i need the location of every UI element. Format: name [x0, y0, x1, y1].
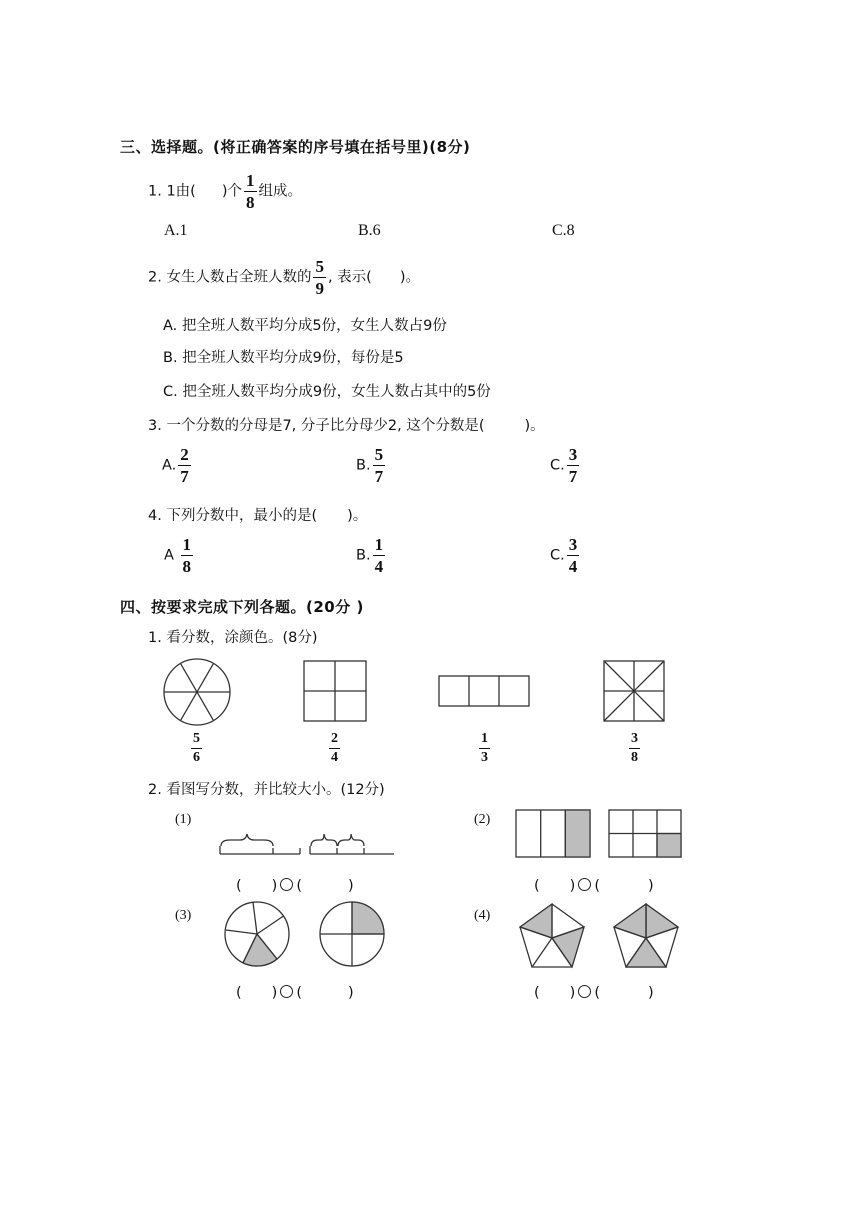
q2-pre: 2. 女生人数占全班人数的	[148, 269, 312, 286]
q3-text: 3. 一个分数的分母是7, 分子比分母少2, 这个分数是(	[148, 418, 485, 434]
compare-row-4[interactable]: ( ) ( )	[534, 985, 654, 1001]
q2-post: , 表示(	[327, 269, 372, 286]
sub-label-3: (3)	[175, 908, 192, 923]
q2-option-a[interactable]: A. 把全班人数平均分成5份，女生人数占9份	[163, 318, 447, 334]
color-fraction-4: $\frac{3}{8}$	[631, 731, 638, 765]
compare-row-1[interactable]: ( ) ( )	[236, 878, 354, 894]
compare-circle-icon[interactable]	[578, 985, 591, 998]
s4-question-2: 2. 看图写分数，并比较大小。(12分)	[148, 782, 385, 798]
q4-option-a[interactable]: A $\frac{1}{8}$	[164, 535, 192, 576]
q3-option-a[interactable]: A. $\frac{2}{7}$	[162, 445, 189, 486]
compare-row-2[interactable]: ( ) ( )	[534, 878, 654, 894]
s4-question-1: 1. 看分数，涂颜色。(8分)	[148, 630, 318, 646]
q2-fraction: $\frac{5}{9}$	[315, 257, 324, 298]
q4-option-b[interactable]: B. $\frac{1}{4}$	[356, 535, 384, 576]
q2-end: )。	[399, 269, 421, 286]
q1-post: 组成。	[258, 183, 302, 200]
q2-option-c[interactable]: C. 把全班人数平均分成9份，女生人数占其中的5份	[163, 384, 491, 400]
section4-title: 四、按要求完成下列各题。(20分 )	[120, 598, 364, 616]
rect-sixths-shaded	[609, 810, 681, 857]
q2-option-b[interactable]: B. 把全班人数平均分成9份，每份是5	[163, 350, 404, 366]
q3-end: )。	[524, 418, 545, 434]
rect-thirds-shaded	[516, 810, 590, 857]
q1-option-c[interactable]: C.8	[552, 222, 575, 239]
segment-figure-right	[310, 834, 394, 854]
q3-option-c[interactable]: C. $\frac{3}{7}$	[550, 445, 578, 486]
sub-label-2: (2)	[474, 812, 491, 827]
circle-quarters-shaded	[320, 902, 384, 966]
q1-pre: 1. 1由(	[148, 183, 196, 200]
pentagon-left-shaded	[520, 904, 584, 967]
q4-text: 4. 下列分数中，最小的是(	[148, 508, 318, 524]
compare-circle-icon[interactable]	[280, 878, 293, 891]
compare-row-3[interactable]: ( ) ( )	[236, 985, 354, 1001]
section3-title: 三、选择题。(将正确答案的序号填在括号里)(8分)	[120, 138, 471, 156]
segment-figure-left	[220, 834, 300, 854]
q4-option-c[interactable]: C. $\frac{3}{4}$	[550, 535, 578, 576]
sub-label-1: (1)	[175, 812, 192, 827]
q1-fraction: $\frac{1}{8}$	[246, 171, 255, 212]
circle-fifths-shaded	[225, 902, 289, 966]
pentagon-right-shaded	[614, 904, 678, 967]
compare-circle-icon[interactable]	[578, 878, 591, 891]
q4-end: )。	[347, 508, 368, 524]
q1-option-a[interactable]: A.1	[164, 222, 188, 239]
q1-option-b[interactable]: B.6	[358, 222, 381, 239]
q3-option-b[interactable]: B. $\frac{5}{7}$	[356, 445, 384, 486]
compare-circle-icon[interactable]	[280, 985, 293, 998]
q1-mid: )个	[221, 183, 242, 200]
color-fraction-2: $\frac{2}{4}$	[331, 731, 338, 765]
sub-label-4: (4)	[474, 908, 491, 923]
color-fraction-1: $\frac{5}{6}$	[193, 731, 200, 765]
color-fraction-3: $\frac{1}{3}$	[481, 731, 488, 765]
